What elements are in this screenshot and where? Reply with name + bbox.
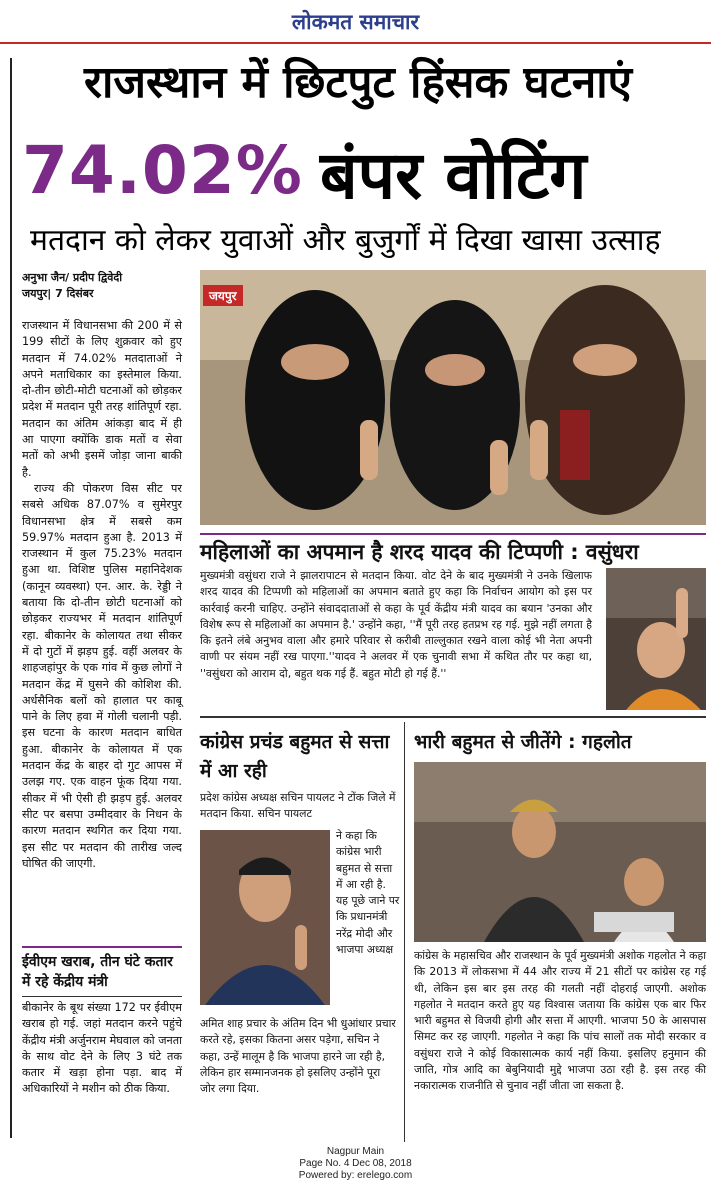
left-border	[10, 58, 12, 1138]
gehlot-photo-image	[414, 762, 706, 942]
photo-location-tag: जयपुर	[203, 285, 243, 306]
pilot-headline: कांग्रेस प्रचंड बहुमत से सत्ता में आ रही	[200, 731, 390, 782]
vasundhara-headline: महिलाओं का अपमान है शरद यादव की टिप्पणी : वसुंधरा	[200, 540, 639, 564]
subheadline: मतदान को लेकर युवाओं और बुजुर्गों में दिखा खासा उत्साह	[30, 223, 661, 258]
byline-authors: अनुभा जैन/ प्रदीप द्विवेदी	[22, 271, 123, 284]
masthead-title: लोकमत समाचार	[291, 10, 420, 34]
photo-gehlot	[414, 762, 706, 942]
evm-headline: ईवीएम खराब, तीन घंटे कतार में रहे केंद्रीय मंत्री	[22, 954, 173, 990]
gehlot-body: कांग्रेस के महासचिव और राजस्थान के पूर्व मुख्यमंत्री अशोक गहलोत ने कहा कि 2013 में लोकसभा में 44 और राज्य में 21 सीटों पर कांग्रेस रह गई थी, लेकिन इस बार इस तरह की गलती नहीं दोहराई जाएगी. अशोक गहलोत ने मतदान करते हुए यह विश्वास जताया कि कांग्रेस एक बार फिर भारी बहुमत से विजयी होगी और सत्ता में आएगी. भाजपा 50 के आसपास सिमट कर रह जाएगी. गहलोत ने कहा कि पांच सालों तक मोदी सरकार व वसुंधरा राजे ने कोई विकासात्मक कार्य नहीं किया. इसलिए हनुमान की जाति, गोत्र आदि का बेबुनियादी मुद्दे भाजपा उठा रही है. इस तरह की नकारात्मक राजनीति से चुनाव नहीं जीता जा सकता है.	[414, 949, 706, 1093]
section-divider	[200, 533, 706, 535]
headline-line1: राजस्थान में छिटपुट हिंसक घटनाएं	[83, 57, 632, 108]
pilot-side-text: ने कहा कि कांग्रेस भारी बहुमत से सत्ता में आ रही है. यह पूछे जाने पर कि प्रधानमंत्री नरेंद्र मोदी और भाजपा अध्यक्ष	[336, 829, 400, 957]
headline-word: बंपर वोटिंग	[320, 137, 587, 214]
headline-percent: 74.02%	[22, 132, 303, 209]
footer-powered[interactable]: Powered by: erelego.com	[298, 1170, 413, 1181]
footer-edition: Nagpur Main	[326, 1146, 385, 1157]
vasundhara-body: मुख्यमंत्री वसुंधरा राजे ने झालरापाटन से मतदान किया. वोट देने के बाद मुख्यमंत्री ने उनके खिलाफ शरद यादव की टिप्पणी को महिलाओं का अपमान बताते हुए कहा कि निर्वाचन आयोग को इस पर कार्रवाई करनी चाहिए. उन्होंने संवाददाताओं से कहा के पूर्व केंद्रीय मंत्री यादव का बयान 'उनका और विशेष रूप से महिलाओं का अपमान है.' उन्होंने कहा, ''मैं पूरी तरह हतप्रभ रह गई. मुझे नहीं लगता है कि इतने लंबे अनुभव वाला और हमारे परिवार से करीबी ताल्लुकात रखने वाला कोई भी नेता अपनी वाणी पर संयम नहीं रख पाएगा.''यादव ने अलवर में एक चुनावी सभा में कथित तौर पर कहा था, ''वसुंधरा को आराम दो, बहुत थक गई हैं. बहुत मोटी हो गई हैं.''	[200, 569, 592, 680]
footer-page: Page No. 4 Dec 08, 2018	[299, 1158, 412, 1169]
evm-body: बीकानेर के बूथ संख्या 172 पर ईवीएम खराब हो गई. जहां मतदान करने पहुंचे केंद्रीय मंत्री अर्जुनराम मेघवाल को जनता के साथ वोट देने के लिए 3 घंटे तक कतार में खड़ा होना पड़ा. बाद में अधिकारियों ने मशीन को ठीक किया.	[22, 1001, 182, 1096]
photo-voters	[200, 270, 706, 525]
main-story-p1: राजस्थान में विधानसभा की 200 में से 199 सीटों के लिए शुक्रवार को हुए मतदान में 74.02% मतदाताओं ने अपने मताधिकार का इस्तेमाल किया. दो-तीन छोटी-मोटी घटनाओं को छोड़कर प्रदेश में मतदान पूरी तरह शांतिपूर्ण रहा. मतदान का अंतिम आंकड़ा बाद में ही आ पाएगा क्योंकि डाक मतों व सेवा मतों को अभी इसमें जोड़ा जाना बाकी है.	[22, 319, 182, 479]
evm-divider	[22, 946, 182, 948]
pilot-photo-image	[200, 830, 330, 1005]
column-divider	[404, 722, 405, 1142]
voters-photo-image	[200, 270, 706, 525]
photo-vasundhara	[606, 568, 706, 710]
main-story-p2: राज्य की पोकरण विस सीट पर सबसे अधिक 87.07% व सुमेरपुर विधानसभा क्षेत्र में सबसे कम 59.97% मतदान हुआ है. 2013 में राजस्थान में कुल 75.23% मतदान हुआ था. विशिष्ट पुलिस महानिदेशक (कानून व्यवस्था) एन. आर. के. रेड्डी ने बताया कि दो-तीन छोटी घटनाओं को छोड़कर राज्यभर में मतदान शांतिपूर्ण रहा. बीकानेर के कोलायत तथा सीकर में दो गुटों में झड़प हुई. वहीं अलवर के शाहजहांपुर के एक गांव में कुछ लोगों ने मतदान केंद्र में घुसने की कोशिश की. अर्धसैनिक बलों को हालात पर काबू पाने के लिए हवा में गोली चलानी पड़ी. इस घटना के कारण मतदान बाधित हुआ. बीकानेर के कोलायत में एक मतदान केंद्र के बाहर दो गुट आपस में उलझ गए. एक वाहन फूंक दिया गया. सीकर में भी ऐसी ही झड़प हुई. अलवर सीट पर बसपा उम्मीदवार के निधन के कारण मतदान स्थगित कर दिया गया. इस सीट पर मतदान की तारीख जल्द घोषित की जाएगी.	[22, 481, 182, 870]
byline-place-date: जयपुर| 7 दिसंबर	[22, 287, 94, 300]
vasundhara-photo-image	[606, 568, 706, 710]
section-divider-2	[200, 716, 706, 718]
gehlot-headline: भारी बहुमत से जीतेंगे : गहलोत	[414, 731, 632, 753]
pilot-body: अमित शाह प्रचार के अंतिम दिन भी धुआंधार प्रचार करते रहे, इसका कितना असर पड़ेगा, सचिन ने कहा, उन्हें मालूम है कि भाजपा हारने जा रही है, लेकिन हार सम्मानजनक हो इसलिए उन्होंने पूरा जोर लगा दिया.	[200, 1017, 396, 1096]
masthead	[0, 0, 711, 44]
byline	[22, 270, 197, 302]
photo-pilot	[200, 830, 330, 1005]
evm-divider-2	[22, 996, 182, 997]
main-story	[22, 318, 182, 872]
pilot-intro: प्रदेश कांग्रेस अध्यक्ष सचिन पायलट ने टोंक जिले में मतदान किया. सचिन पायलट	[200, 791, 396, 821]
page-footer	[0, 1146, 711, 1182]
